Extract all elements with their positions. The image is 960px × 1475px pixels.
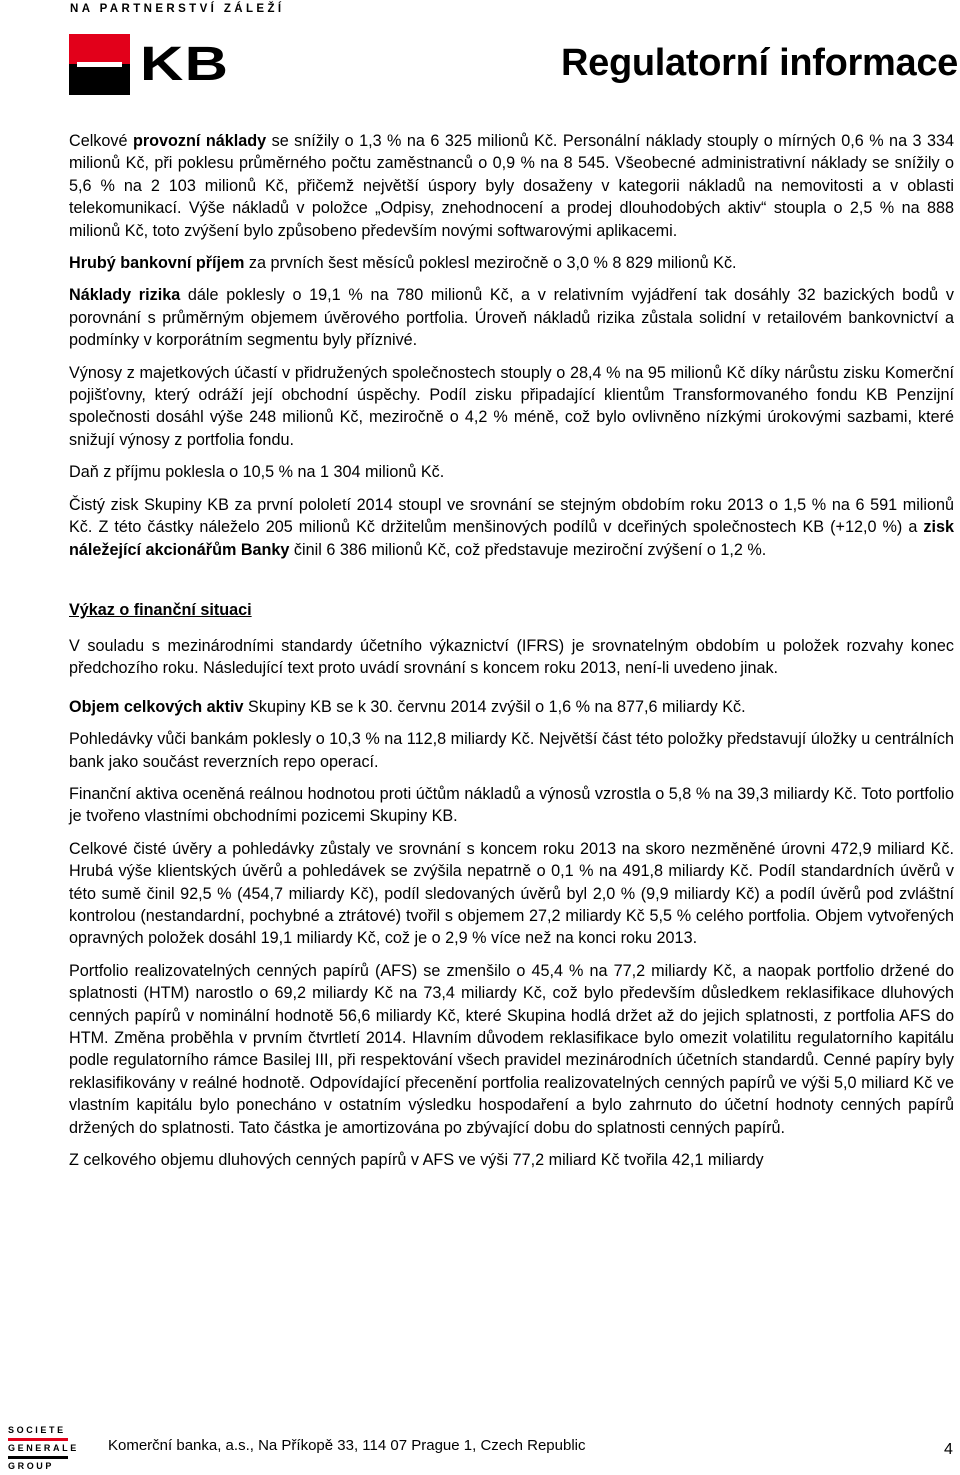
document-body xyxy=(69,130,954,1181)
section-heading: Výkaz o finanční situaci xyxy=(69,600,252,619)
kb-logo-mark xyxy=(69,34,130,95)
paragraph-risk-costs: Náklady rizika dále poklesly o 19,1 % na 780 milionů Kč, a v relativním vyjádření tak dosáhly 32 bazických bodů v porovnání s průměrným objemem úvěrového portfolia. Úroveň nákladů rizika zůstala solidní v retailovém bankovnictví a podmínky v korporátním segmentu byly příznivé. xyxy=(69,286,954,350)
footer-address: Komerční banka, a.s., Na Příkopě 33, 114 07 Prague 1, Czech Republic xyxy=(108,1437,586,1454)
paragraph-ifrs: V souladu s mezinárodními standardy účetního výkaznictví (IFRS) je srovnatelným obdobím u položek rozvahy konec předchozího roku. Následující text proto uvádí srovnání s koncem roku 2013, není-li uvedeno jinak. xyxy=(69,636,954,678)
page-number: 4 xyxy=(944,1441,953,1458)
tagline: NA PARTNERSTVÍ ZÁLEŽÍ xyxy=(70,3,285,15)
paragraph-bank-receivables: Pohledávky vůči bankám poklesly o 10,3 % na 112,8 miliardy Kč. Největší část této položky představují úložky u centrálních bank jako součást reverzních repo operací. xyxy=(69,730,954,771)
paragraph-loans: Celkové čisté úvěry a pohledávky zůstaly ve srovnání s koncem roku 2013 na skoro nezměněné úrovni 472,9 miliard Kč. Hrubá výše klientských úvěrů a pohledávek se zvýšila nepatrně o 0,1 % na 491,8 miliardy Kč. Podíl standardních úvěrů v této sumě činil 92,5 % (454,7 miliardy Kč), podíl sledovaných úvěrů byl 2,0 % (9,9 miliardy Kč) a podíl úvěrů pod zvláštní kontrolou (nestandardní, pochybné a ztrátové) tvořil s objemem 27,2 miliardy Kč 5,5 % celého portfolia. Objem vytvořených opravných položek dosáhl 19,1 miliardy Kč, což je o 2,9 % více než na konci roku 2013. xyxy=(69,839,954,948)
paragraph-total-assets: Objem celkových aktiv Skupiny KB se k 30. červnu 2014 zvýšil o 1,6 % na 877,6 miliardy Kč. xyxy=(69,697,746,716)
page-title: Regulatorní informace xyxy=(561,42,958,84)
paragraph-gross-income: Hrubý bankovní příjem za prvních šest měsíců poklesl meziročně o 3,0 % 8 829 milionů Kč. xyxy=(69,254,737,273)
kb-logo-text: KB xyxy=(140,38,230,91)
paragraph-net-profit: Čistý zisk Skupiny KB za první pololetí 2014 stoupl ve srovnání se stejným obdobím roku 2013 o 1,5 % na 6 591 milionů Kč. Z této částky náleželo 205 milionů Kč držitelům menšinových podílů v dceřiných společnostech KB (+12,0 %) a zisk náležející akcionářům Banky činil 6 386 milionů Kč, což představuje meziroční zvýšení o 1,2 %. xyxy=(69,495,954,559)
paragraph-financial-assets: Finanční aktiva oceněná reálnou hodnotou proti účtům nákladů a výnosů vzrostla o 5,8 % na 39,3 miliardy Kč. Toto portfolio je tvořeno vlastními obchodními pozicemi Skupiny KB. xyxy=(69,784,954,826)
paragraph-securities: Portfolio realizovatelných cenných papírů (AFS) se zmenšilo o 45,4 % na 77,2 miliardy Kč, a naopak portfolio držené do splatnosti (HTM) narostlo o 69,2 miliardy Kč na 73,4 miliardy Kč, což bylo především důsledkem reklasifikace dluhových cenných papírů v nominální hodnotě 56,6 miliardy Kč, které Skupina hodlá držet až do jejich splatnosti, z portfolia AFS do HTM. Změna proběhla v prvním čtvrtletí 2014. Hlavním důvodem reklasifikace bylo omezit volatilitu regulatorního kapitálu podle regulatorního rámce Basilej III, při respektování všech pravidel mezinárodních účetních standardů. Cenné papíry byly reklasifikovány v reálné hodnotě. Odpovídající přecenění portfolia realizovatelných cenných papírů ve výši 5,0 miliard Kč ve vlastním kapitálu bylo ponecháno v ostatním výsledku hospodaření a bylo zahrnuto do účetní hodnoty cenných papírů držených do splatnosti. Tato částka je amortizována po zbývající dobu do splatnosti cenných papírů. xyxy=(69,961,954,1137)
societe-generale-logo: SOCIETE GENERALE GROUP xyxy=(8,1425,79,1471)
paragraph-afs-debt: Z celkového objemu dluhových cenných papírů v AFS ve výši 77,2 miliard Kč tvořila 42,1 miliardy xyxy=(69,1151,764,1170)
paragraph-operating-costs: Celkové provozní náklady se snížily o 1,3 % na 6 325 milionů Kč. Personální náklady stouply o mírných 0,6 % na 3 334 milionů Kč, při poklesu průměrného počtu zaměstnanců o 0,9 % na 8 545. Všeobecné administrativní náklady se snížily o 5,6 % na 2 103 milionů Kč, přičemž největší úspory byly dosaženy v kategorii nákladů na nemovitosti a v oblasti telekomunikací. Výše nákladů v položce „Odpisy, znehodnocení a prodej dlouhodobých aktiv“ stoupla o 2,5 % na 888 milionů Kč, toto zvýšení bylo způsobeno především novými softwarovými aplikacemi. xyxy=(69,132,955,240)
paragraph-associates: Výnosy z majetkových účastí v přidružených společnostech stouply o 28,4 % na 95 milionů Kč díky nárůstu zisku Komerční pojišťovny, který odráží její obchodní úspěchy. Podíl zisku připadající klientům Transformovaného fondu KB Penzijní společnosti dosáhl výše 248 milionů Kč, meziročně o 4,2 % méně, což bylo ovlivněno nízkými úrokovými sazbami, které snižují výnosy z portfolia fondu. xyxy=(69,363,954,449)
paragraph-income-tax: Daň z příjmu poklesla o 10,5 % na 1 304 milionů Kč. xyxy=(69,463,445,482)
